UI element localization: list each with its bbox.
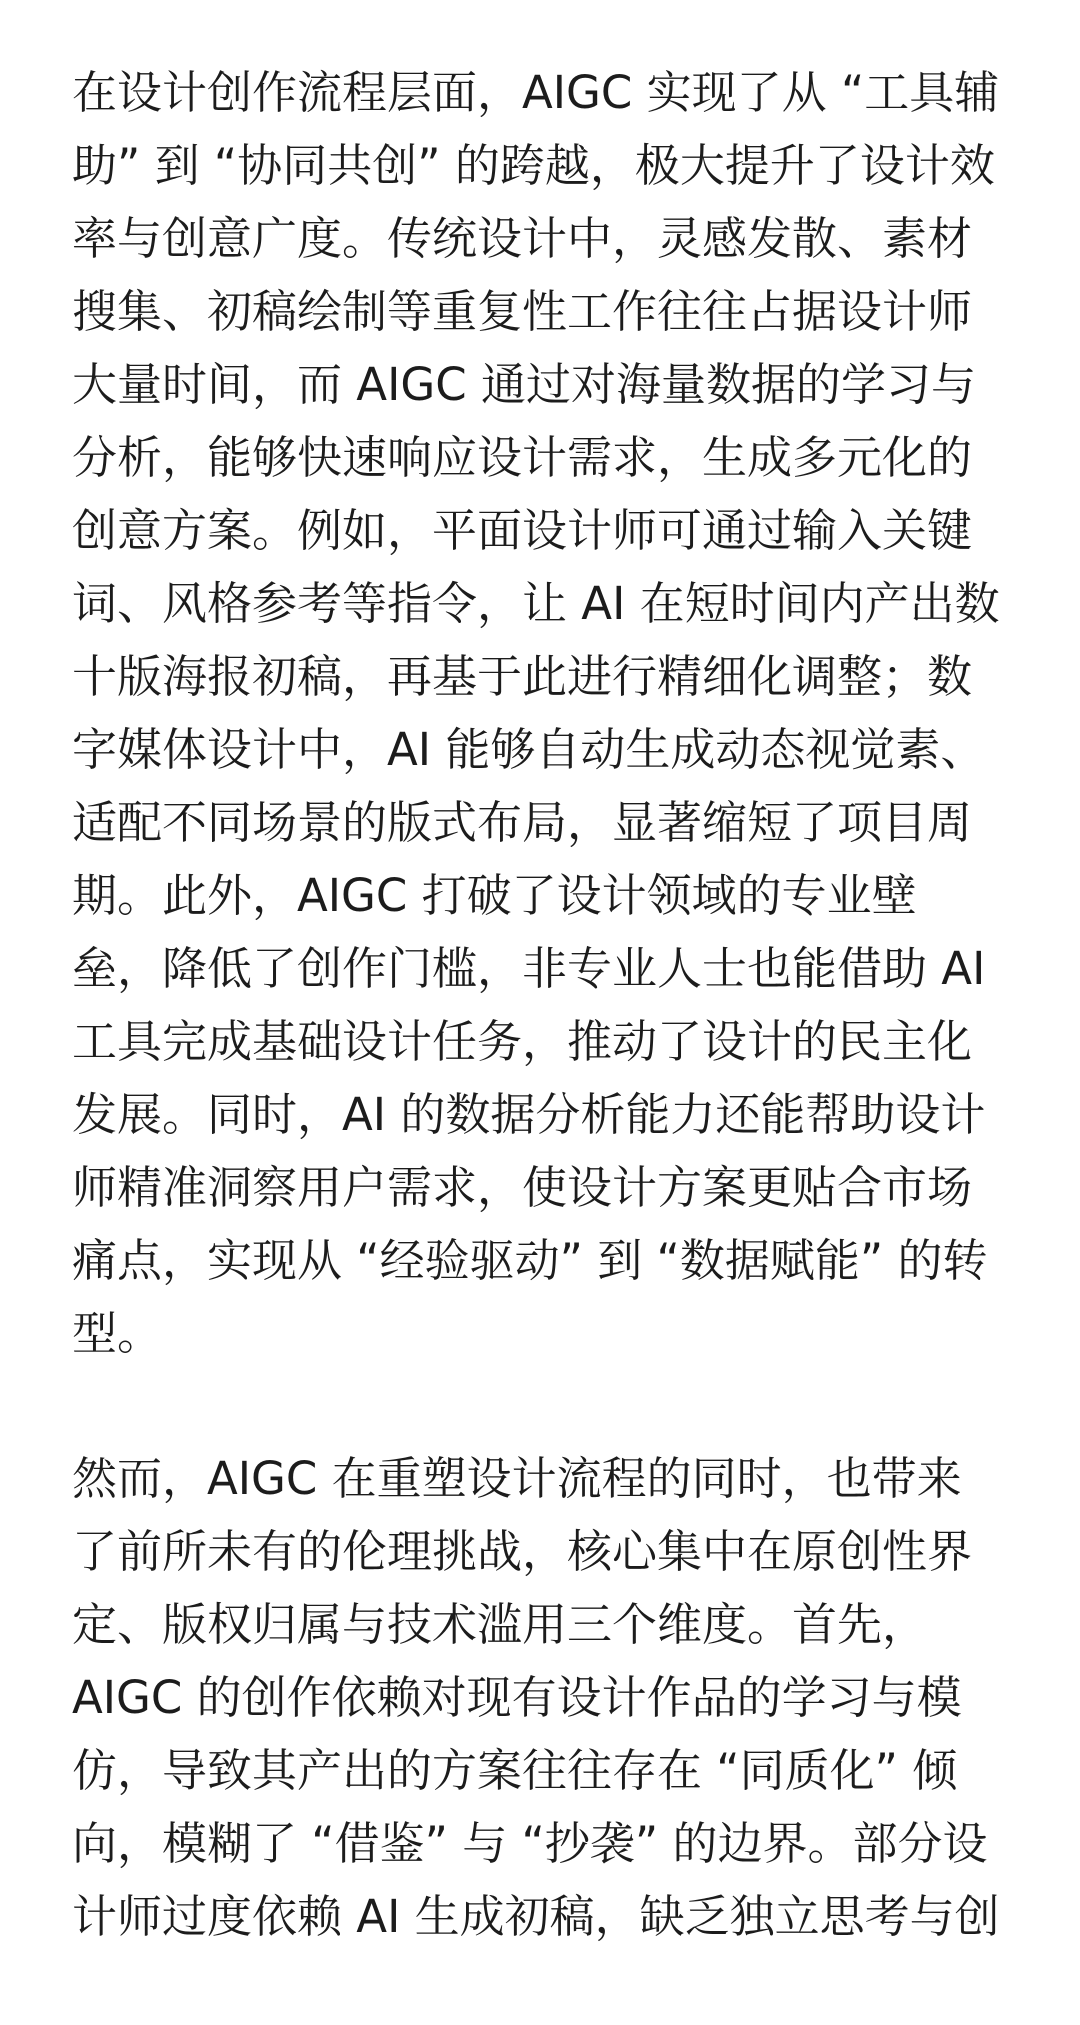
text-line: 了前所未有的伦理挑战，核心集中在原创性界 bbox=[72, 1525, 973, 1578]
text-line: 期。此外，AIGC 打破了设计领域的专业壁 bbox=[72, 869, 917, 922]
text-line: 适配不同场景的版式布局，显著缩短了项目周 bbox=[72, 796, 973, 849]
text-line: 在设计创作流程层面，AIGC 实现了从 “工具辅 bbox=[72, 66, 1000, 119]
text-line: AIGC 的创作依赖对现有设计作品的学习与模 bbox=[72, 1671, 962, 1724]
text-line: 十版海报初稿，再基于此进行精细化调整；数 bbox=[72, 650, 973, 703]
paragraph-2 bbox=[72, 1442, 1032, 1953]
text-line: 字媒体设计中，AI 能够自动生成动态视觉素、 bbox=[72, 723, 986, 776]
article-body bbox=[72, 56, 1032, 2025]
text-line: 工具完成基础设计任务，推动了设计的民主化 bbox=[72, 1015, 973, 1068]
text-line: 师精准洞察用户需求，使设计方案更贴合市场 bbox=[72, 1161, 973, 1214]
paragraph-1 bbox=[72, 56, 1032, 1370]
text-line: 分析，能够快速响应设计需求，生成多元化的 bbox=[72, 431, 973, 484]
text-line: 搜集、初稿绘制等重复性工作往往占据设计师 bbox=[72, 285, 973, 338]
text-line: 然而，AIGC 在重塑设计流程的同时，也带来 bbox=[72, 1452, 962, 1505]
text-line: 向，模糊了 “借鉴” 与 “抄袭” 的边界。部分设 bbox=[72, 1817, 988, 1870]
text-line: 计师过度依赖 AI 生成初稿，缺乏独立思考与创 bbox=[72, 1890, 1000, 1943]
text-line: 定、版权归属与技术滥用三个维度。首先， bbox=[72, 1598, 928, 1651]
text-line: 大量时间，而 AIGC 通过对海量数据的学习与 bbox=[72, 358, 976, 411]
text-line: 助” 到 “协同共创” 的跨越，极大提升了设计效 bbox=[72, 139, 995, 192]
text-line: 发展。同时，AI 的数据分析能力还能帮助设计 bbox=[72, 1088, 986, 1141]
text-line: 型。 bbox=[72, 1307, 163, 1360]
text-line: 率与创意广度。传统设计中，灵感发散、素材 bbox=[72, 212, 973, 265]
text-line: 词、风格参考等指令，让 AI 在短时间内产出数 bbox=[72, 577, 1000, 630]
text-line: 仿，导致其产出的方案往往存在 “同质化” 倾 bbox=[72, 1744, 958, 1797]
text-line: 痛点，实现从 “经验驱动” 到 “数据赋能” 的转 bbox=[72, 1234, 988, 1287]
text-line: 创意方案。例如，平面设计师可通过输入关键 bbox=[72, 504, 973, 557]
text-line: 垒，降低了创作门槛，非专业人士也能借助 AI bbox=[72, 942, 986, 995]
